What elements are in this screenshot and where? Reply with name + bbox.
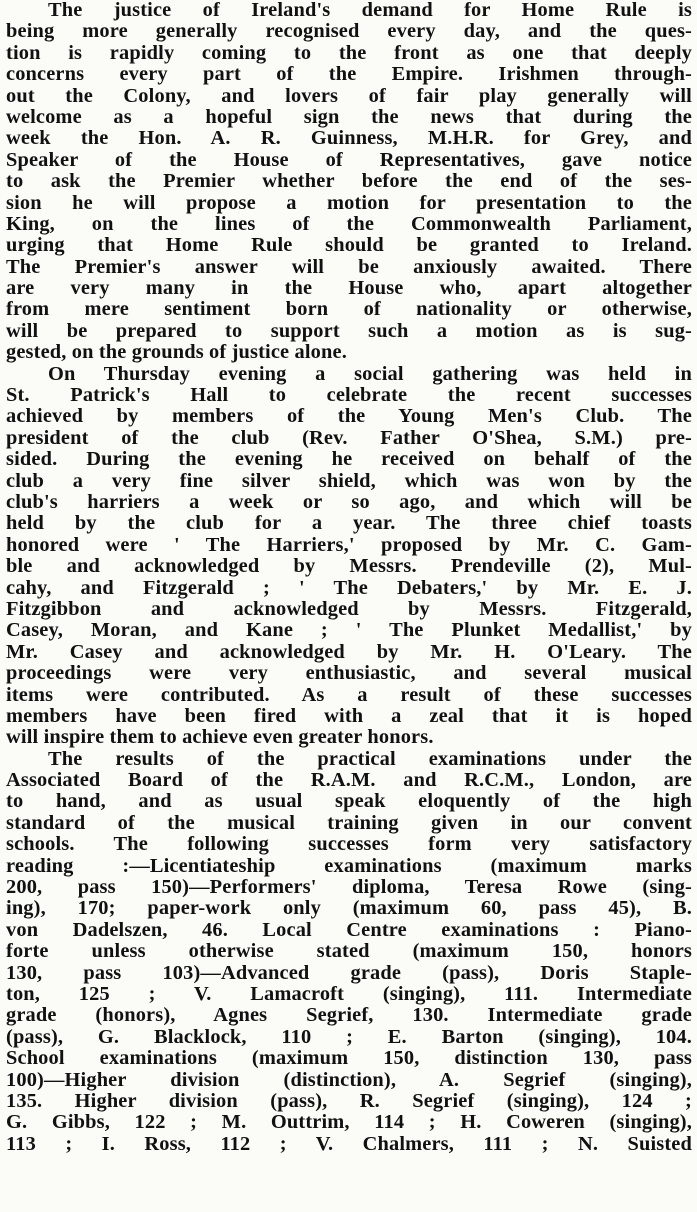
text-line: grade (honors), Agnes Segrief, 130. Intermediate grade (6, 1005, 692, 1027)
text-line: Mr. Casey and acknowledged by Mr. H. O'Leary. The (6, 641, 692, 663)
text-line: proceedings were very enthusiastic, and several musical (6, 663, 692, 685)
text-line: ble and acknowledged by Messrs. Prendeville (2), Mul- (6, 556, 692, 578)
text-line: sion he will propose a motion for presentation to the (6, 192, 692, 214)
text-line: schools. The following successes form very satisfactory (6, 834, 692, 856)
text-line: to hand, and as usual speak eloquently of the high (6, 791, 692, 813)
text-line: School examinations (maximum 150, distinction 130, pass (6, 1048, 692, 1070)
text-line: 130, pass 103)—Advanced grade (pass), Doris Staple- (6, 962, 692, 984)
text-line: concerns every part of the Empire. Irishmen through- (6, 64, 692, 86)
text-line: being more generally recognised every day, and the ques- (6, 21, 692, 43)
text-line: urging that Home Rule should be granted to Ireland. (6, 235, 692, 257)
text-line: achieved by members of the Young Men's Club. The (6, 406, 692, 428)
text-line: president of the club (Rev. Father O'Shea, S.M.) pre- (6, 427, 692, 449)
text-line: ing), 170; paper-work only (maximum 60, pass 45), B. (6, 898, 692, 920)
text-line: reading :—Licentiateship examinations (maximum marks (6, 855, 692, 877)
text-line: tion is rapidly coming to the front as one that deeply (6, 42, 692, 64)
text-line: St. Patrick's Hall to celebrate the recent successes (6, 385, 692, 407)
text-line: will inspire them to achieve even greater honors. (6, 727, 434, 749)
article-paragraph (6, 749, 692, 1155)
text-line: Casey, Moran, and Kane ; ' The Plunket Medallist,' by (6, 620, 692, 642)
text-line: King, on the lines of the Commonwealth Parliament, (6, 213, 692, 235)
text-line: held by the club for a year. The three chief toasts (6, 513, 692, 535)
text-line: 200, pass 150)—Performers' diploma, Teresa Rowe (sing- (6, 877, 692, 899)
text-line: forte unless otherwise stated (maximum 150, honors (6, 941, 692, 963)
text-line: G. Gibbs, 122 ; M. Outtrim, 114 ; H. Coweren (singing), (6, 1112, 692, 1134)
article-column (6, 0, 692, 1155)
text-line: from mere sentiment born of nationality or otherwise, (6, 299, 692, 321)
text-line: Fitzgibbon and acknowledged by Messrs. Fitzgerald, (6, 598, 692, 620)
text-line: 100)—Higher division (distinction), A. Segrief (singing), (6, 1069, 692, 1091)
text-line: 113 ; I. Ross, 112 ; V. Chalmers, 111 ; N. Suisted (6, 1133, 692, 1155)
article-paragraph (6, 364, 692, 749)
text-line: sided. During the evening he received on behalf of the (6, 449, 692, 471)
text-line: week the Hon. A. R. Guinness, M.H.R. for Grey, and (6, 128, 692, 150)
text-line: ton, 125 ; V. Lamacroft (singing), 111. Intermediate (6, 983, 692, 1005)
text-line: The justice of Ireland's demand for Home Rule is (48, 0, 692, 21)
text-line: On Thursday evening a social gathering was held in (48, 363, 692, 385)
text-line: cahy, and Fitzgerald ; ' The Debaters,' by Mr. E. J. (6, 577, 692, 599)
text-line: honored were ' The Harriers,' proposed by Mr. C. Gam- (6, 534, 692, 556)
text-line: items were contributed. As a result of these successes (6, 684, 692, 706)
text-line: out the Colony, and lovers of fair play generally will (6, 85, 692, 107)
text-line: Speaker of the House of Representatives, gave notice (6, 149, 692, 171)
text-line: members have been fired with a zeal that it is hoped (6, 705, 692, 727)
text-line: to ask the Premier whether before the end of the ses- (6, 171, 692, 193)
text-line: will be prepared to support such a motion as is sug- (6, 320, 692, 342)
text-line: von Dadelszen, 46. Local Centre examinations : Piano- (6, 919, 692, 941)
article-paragraph (6, 0, 692, 364)
text-line: (pass), G. Blacklock, 110 ; E. Barton (singing), 104. (6, 1026, 692, 1048)
text-line: club a very fine silver shield, which was won by the (6, 470, 692, 492)
text-line: 135. Higher division (pass), R. Segrief (singing), 124 ; (6, 1090, 692, 1112)
text-line: welcome as a hopeful sign the news that during the (6, 106, 692, 128)
text-line: are very many in the House who, apart altogether (6, 278, 692, 300)
text-line: club's harriers a week or so ago, and which will be (6, 491, 692, 513)
text-line: The results of the practical examinations under the (48, 748, 692, 770)
text-line: Associated Board of the R.A.M. and R.C.M., London, are (6, 770, 692, 792)
text-line: The Premier's answer will be anxiously awaited. There (6, 256, 692, 278)
text-line: gested, on the grounds of justice alone. (6, 342, 347, 364)
text-line: standard of the musical training given in our convent (6, 812, 692, 834)
